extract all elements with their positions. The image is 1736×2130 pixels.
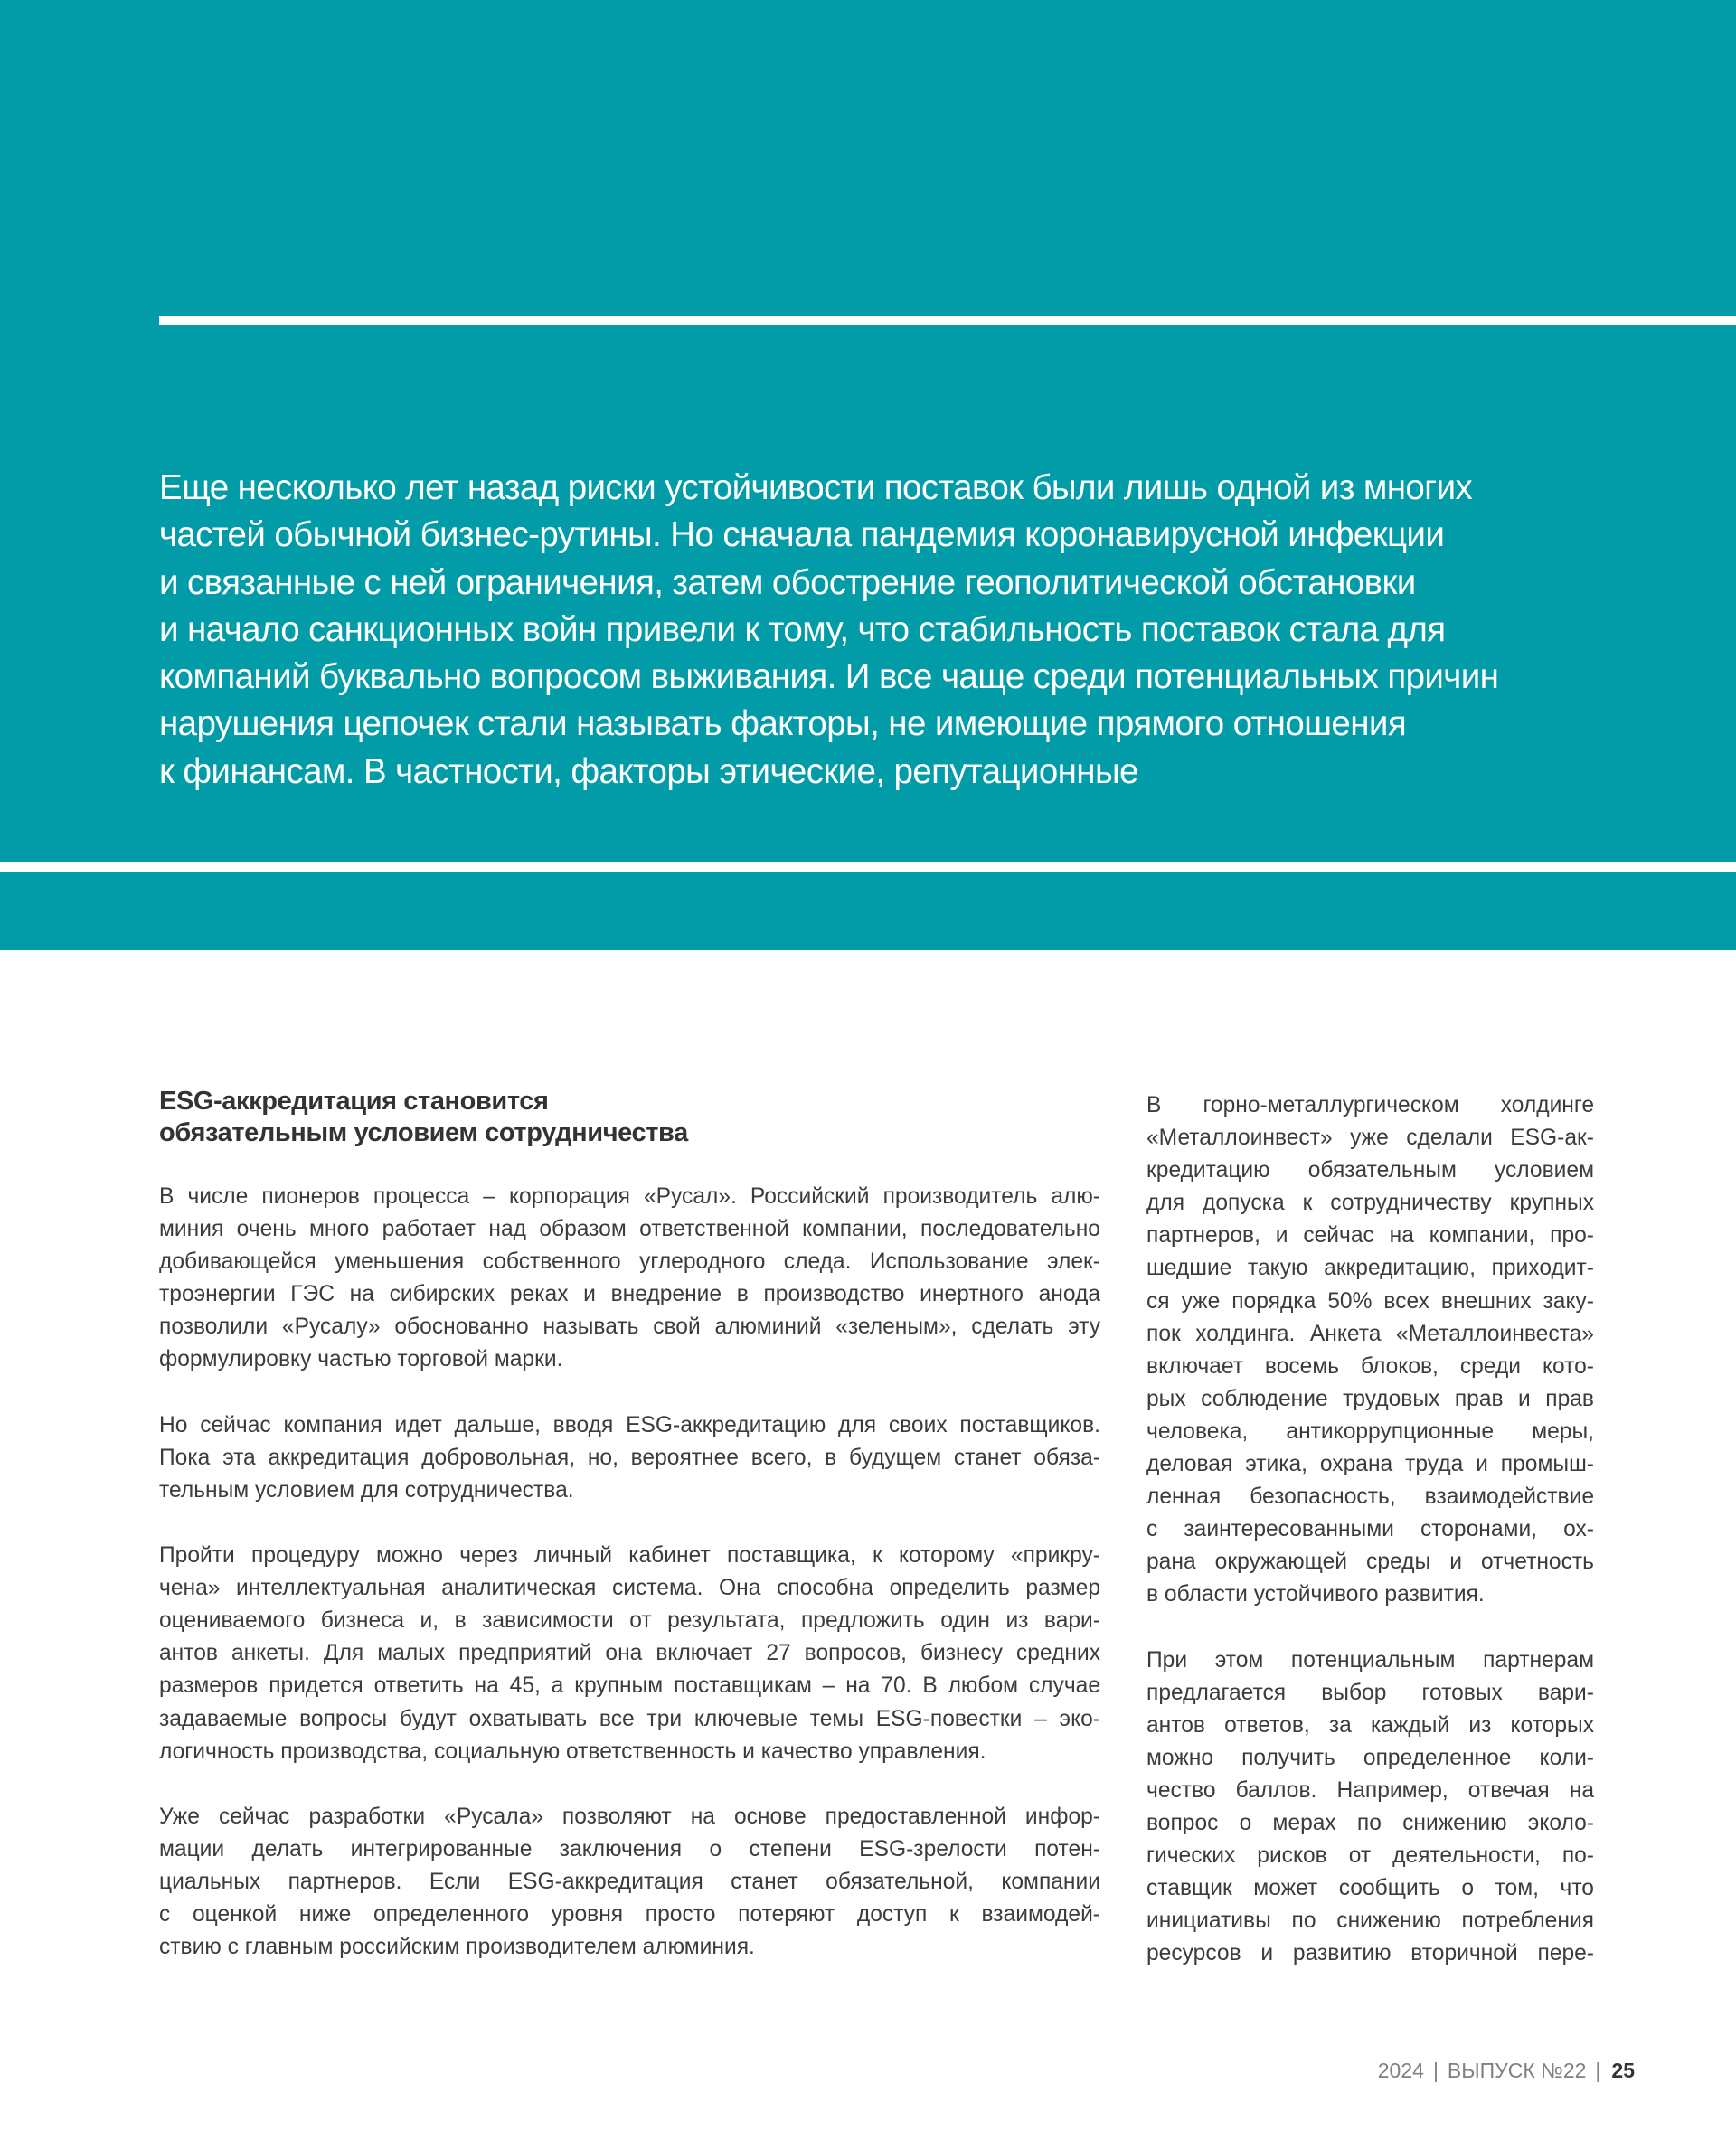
paragraph	[159, 1181, 1100, 1377]
text-line: мации делать интегрированные заключения о степени ESG-зрелости потен-	[159, 1836, 1100, 1861]
paragraph	[159, 1409, 1100, 1507]
text-line: предлагается выбор готовых вари-	[1146, 1680, 1594, 1705]
banner-top-rule	[159, 316, 1736, 325]
right-column	[1146, 1089, 1594, 1971]
paragraph	[159, 1540, 1100, 1768]
teal-banner	[0, 0, 1736, 950]
lead-line: нарушения цепочек стали называть факторы, не имеющие прямого отношения	[159, 704, 1407, 744]
text-line: миния очень много работает над образом ответственной компании, последовательно	[159, 1217, 1100, 1242]
page-footer	[1378, 2057, 1635, 2084]
text-line: кредитацию обязательным условием	[1146, 1158, 1594, 1183]
text-line: с оценкой ниже определенного уровня просто потеряют доступ к взаимодей-	[159, 1902, 1100, 1927]
text-line: рых соблюдение трудовых прав и прав	[1146, 1386, 1594, 1411]
lead-line: и начало санкционных войн привели к тому, что стабильность поставок стала для	[159, 609, 1446, 649]
left-column	[159, 1181, 1100, 1964]
text-line: добивающейся уменьшения собственного углеродного следа. Использование элек-	[159, 1249, 1100, 1275]
text-line: формулировку частью торговой марки.	[159, 1347, 563, 1372]
text-line: деловая этика, охрана труда и промыш-	[1146, 1452, 1594, 1477]
text-line: ресурсов и развитию вторичной пере-	[1146, 1941, 1594, 1966]
text-line: чество баллов. Например, отвечая на	[1146, 1777, 1594, 1803]
text-line: задаваемые вопросы будут охватывать все три ключевые темы ESG-повестки – эко-	[159, 1706, 1100, 1731]
text-line: позволили «Русалу» обоснованно называть свой алюминий «зеленым», сделать эту	[159, 1315, 1100, 1340]
lead-line: и связанные с ней ограничения, затем обострение геополитической обстановки	[159, 562, 1416, 602]
paragraph	[1146, 1089, 1594, 1612]
section-heading-line: ESG-аккредитация становится	[159, 1087, 549, 1116]
text-line: тельным условием для сотрудничества.	[159, 1477, 574, 1503]
text-line: В горно-металлургическом холдинге	[1146, 1093, 1594, 1117]
lead-line: компаний буквально вопросом выживания. И все чаще среди потенциальных причин	[159, 657, 1499, 697]
footer-separator: |	[1432, 2059, 1439, 2082]
text-line: можно получить определенное коли-	[1146, 1745, 1594, 1770]
text-line: Пока эта аккредитация добровольная, но, вероятнее всего, в будущем станет обяза-	[159, 1445, 1100, 1470]
text-line: размеров придется ответить на 45, а крупным поставщикам – на 70. В любом случае	[159, 1673, 1100, 1699]
section-heading-line: обязательным условием сотрудничества	[159, 1118, 688, 1147]
text-line: человека, антикоррупционные меры,	[1146, 1418, 1594, 1444]
banner-bottom-rule	[0, 862, 1736, 872]
text-line: ствию с главным российским производителем алюминия.	[159, 1935, 755, 1960]
text-line: для допуска к сотрудничеству крупных	[1146, 1191, 1594, 1216]
footer-year: 2024	[1377, 2059, 1424, 2082]
text-line: антов ответов, за каждый из которых	[1146, 1712, 1594, 1738]
text-line: ся уже порядка 50% всех внешних заку-	[1146, 1288, 1594, 1314]
text-line: оцениваемого бизнеса и, в зависимости от результата, предложить один из вари-	[159, 1608, 1100, 1634]
lead-paragraph	[159, 465, 1570, 796]
text-line: В числе пионеров процесса – корпорация «Русал». Российский производитель алю-	[159, 1184, 1100, 1209]
lead-line: Еще несколько лет назад риски устойчивости поставок были лишь одной из многих	[159, 468, 1473, 507]
text-line: чена» интеллектуальная аналитическая система. Она способна определить размер	[159, 1576, 1100, 1601]
text-line: логичность производства, социальную ответственность и качество управления.	[159, 1739, 986, 1764]
text-line: инициативы по снижению потребления	[1146, 1909, 1594, 1934]
text-line: шедшие такую аккредитацию, приходит-	[1146, 1256, 1594, 1281]
footer-separator: |	[1595, 2059, 1601, 2082]
text-line: пок холдинга. Анкета «Металлоинвеста»	[1146, 1321, 1594, 1346]
lead-line: частей обычной бизнес-рутины. Но сначала пандемия коронавирусной инфекции	[159, 515, 1445, 555]
text-line: троэнергии ГЭС на сибирских реках и внедрение в производство инертного анода	[159, 1282, 1100, 1307]
section-heading	[159, 1086, 1118, 1149]
page-number: 25	[1611, 2059, 1635, 2082]
text-line: с заинтересованными сторонами, ох-	[1146, 1517, 1594, 1542]
text-line: антов анкеты. Для малых предприятий она включает 27 вопросов, бизнесу средних	[159, 1641, 1100, 1666]
paragraph	[159, 1801, 1100, 1964]
text-line: циальных партнеров. Если ESG-аккредитация станет обязательной, компании	[159, 1869, 1100, 1894]
text-line: «Металлоинвест» уже сделали ESG-ак-	[1146, 1126, 1594, 1151]
text-line: включает восемь блоков, среди кото-	[1146, 1353, 1594, 1379]
lead-line: к финансам. В частности, факторы этические, репутационные	[159, 751, 1138, 791]
text-line: ленная безопасность, взаимодействие	[1146, 1484, 1594, 1510]
text-line: в области устойчивого развития.	[1146, 1582, 1485, 1607]
text-line: ставщик может сообщить о том, что	[1146, 1876, 1594, 1901]
text-line: вопрос о мерах по снижению эколо-	[1146, 1811, 1594, 1836]
text-line: рана окружающей среды и отчетность	[1146, 1550, 1594, 1575]
text-line: гических рисков от деятельности, по-	[1146, 1843, 1594, 1869]
text-line: Пройти процедуру можно через личный кабинет поставщика, к которому «прикру-	[159, 1543, 1100, 1569]
text-line: партнеров, и сейчас на компании, про-	[1146, 1223, 1594, 1249]
footer-issue: ВЫПУСК №22	[1447, 2059, 1587, 2082]
paragraph	[1146, 1645, 1594, 1971]
text-line: Уже сейчас разработки «Русала» позволяют на основе предоставленной инфор-	[159, 1804, 1100, 1829]
text-line: При этом потенциальным партнерам	[1146, 1647, 1594, 1673]
text-line: Но сейчас компания идет дальше, вводя ESG-аккредитацию для своих поставщиков.	[159, 1412, 1100, 1437]
